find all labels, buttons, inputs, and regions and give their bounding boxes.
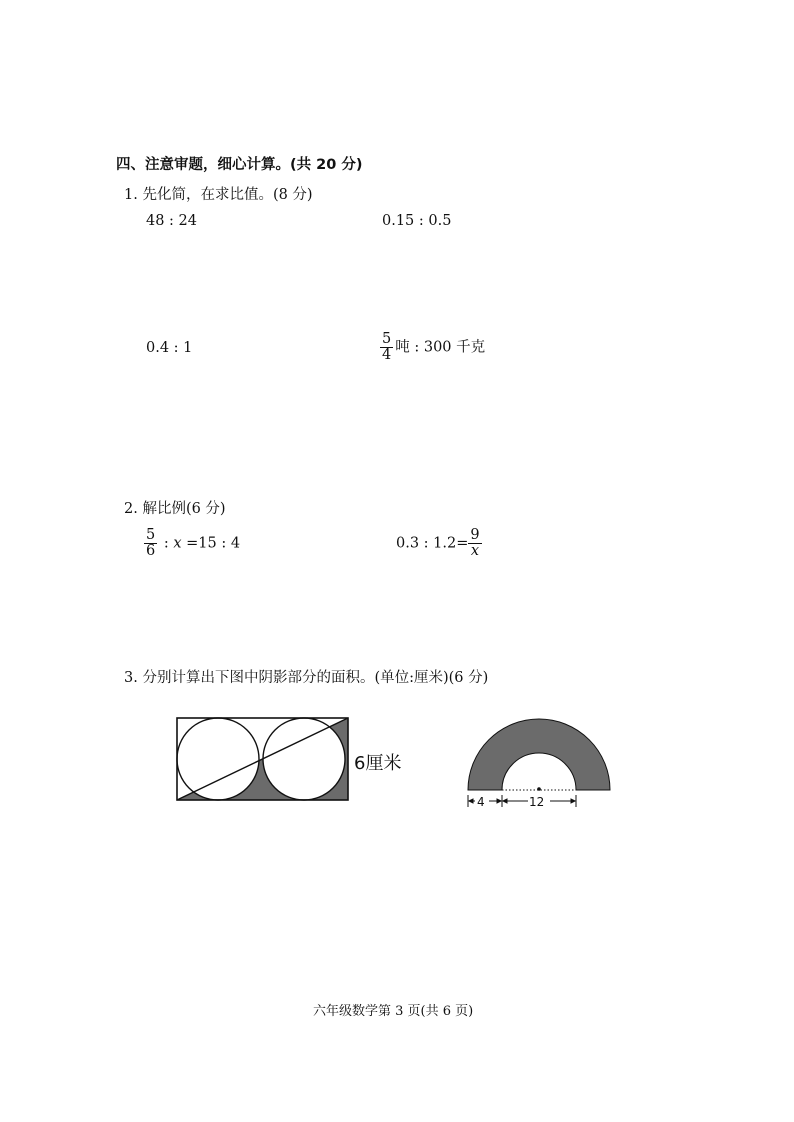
q1-d-numerator: 5 — [382, 331, 392, 347]
q2-expression-a — [144, 528, 240, 559]
q1-expression-c: 0.4 : 1 — [146, 340, 193, 356]
page-footer: 六年级数学第 3 页(共 6 页) — [313, 1004, 474, 1019]
q2-b-numerator: 9 — [470, 527, 480, 543]
q1-d-fraction — [380, 332, 393, 363]
q2-a-fraction — [144, 528, 157, 559]
q1-d-rest: 吨 : 300 千克 — [395, 339, 486, 356]
section-title: 四、注意审题，细心计算。(共 20 分) — [116, 157, 363, 173]
q2-a-colon: : — [159, 535, 174, 552]
question-3-title: 3. 分别计算出下图中阴影部分的面积。(单位:厘米)(6 分) — [124, 670, 489, 686]
shaded-ring — [468, 719, 610, 790]
q2-a-denominator: 6 — [146, 543, 156, 560]
q2-b-denominator: x — [470, 543, 480, 560]
dimension-label-12: 12 — [529, 795, 545, 809]
center-point — [537, 787, 541, 791]
q1-d-denominator: 4 — [382, 347, 392, 364]
figure-rectangle-circles — [174, 714, 354, 804]
q2-a-variable: x — [173, 535, 182, 552]
figure1-side-label: 6厘米 — [354, 753, 402, 774]
q2-a-numerator: 5 — [146, 527, 156, 543]
q1-expression-d — [380, 332, 485, 363]
question-1-title: 1. 先化简，在求比值。(8 分) — [124, 187, 313, 203]
question-2-title: 2. 解比例(6 分) — [124, 501, 226, 517]
dimension-label-4: 4 — [477, 795, 485, 809]
q1-expression-a: 48 : 24 — [146, 213, 198, 229]
q1-expression-b: 0.15 : 0.5 — [382, 213, 452, 229]
q2-expression-b — [396, 528, 484, 559]
q2-b-left: 0.3 : 1.2= — [396, 535, 469, 552]
q2-b-fraction — [468, 528, 481, 559]
q2-a-rest: =15 : 4 — [181, 535, 241, 552]
